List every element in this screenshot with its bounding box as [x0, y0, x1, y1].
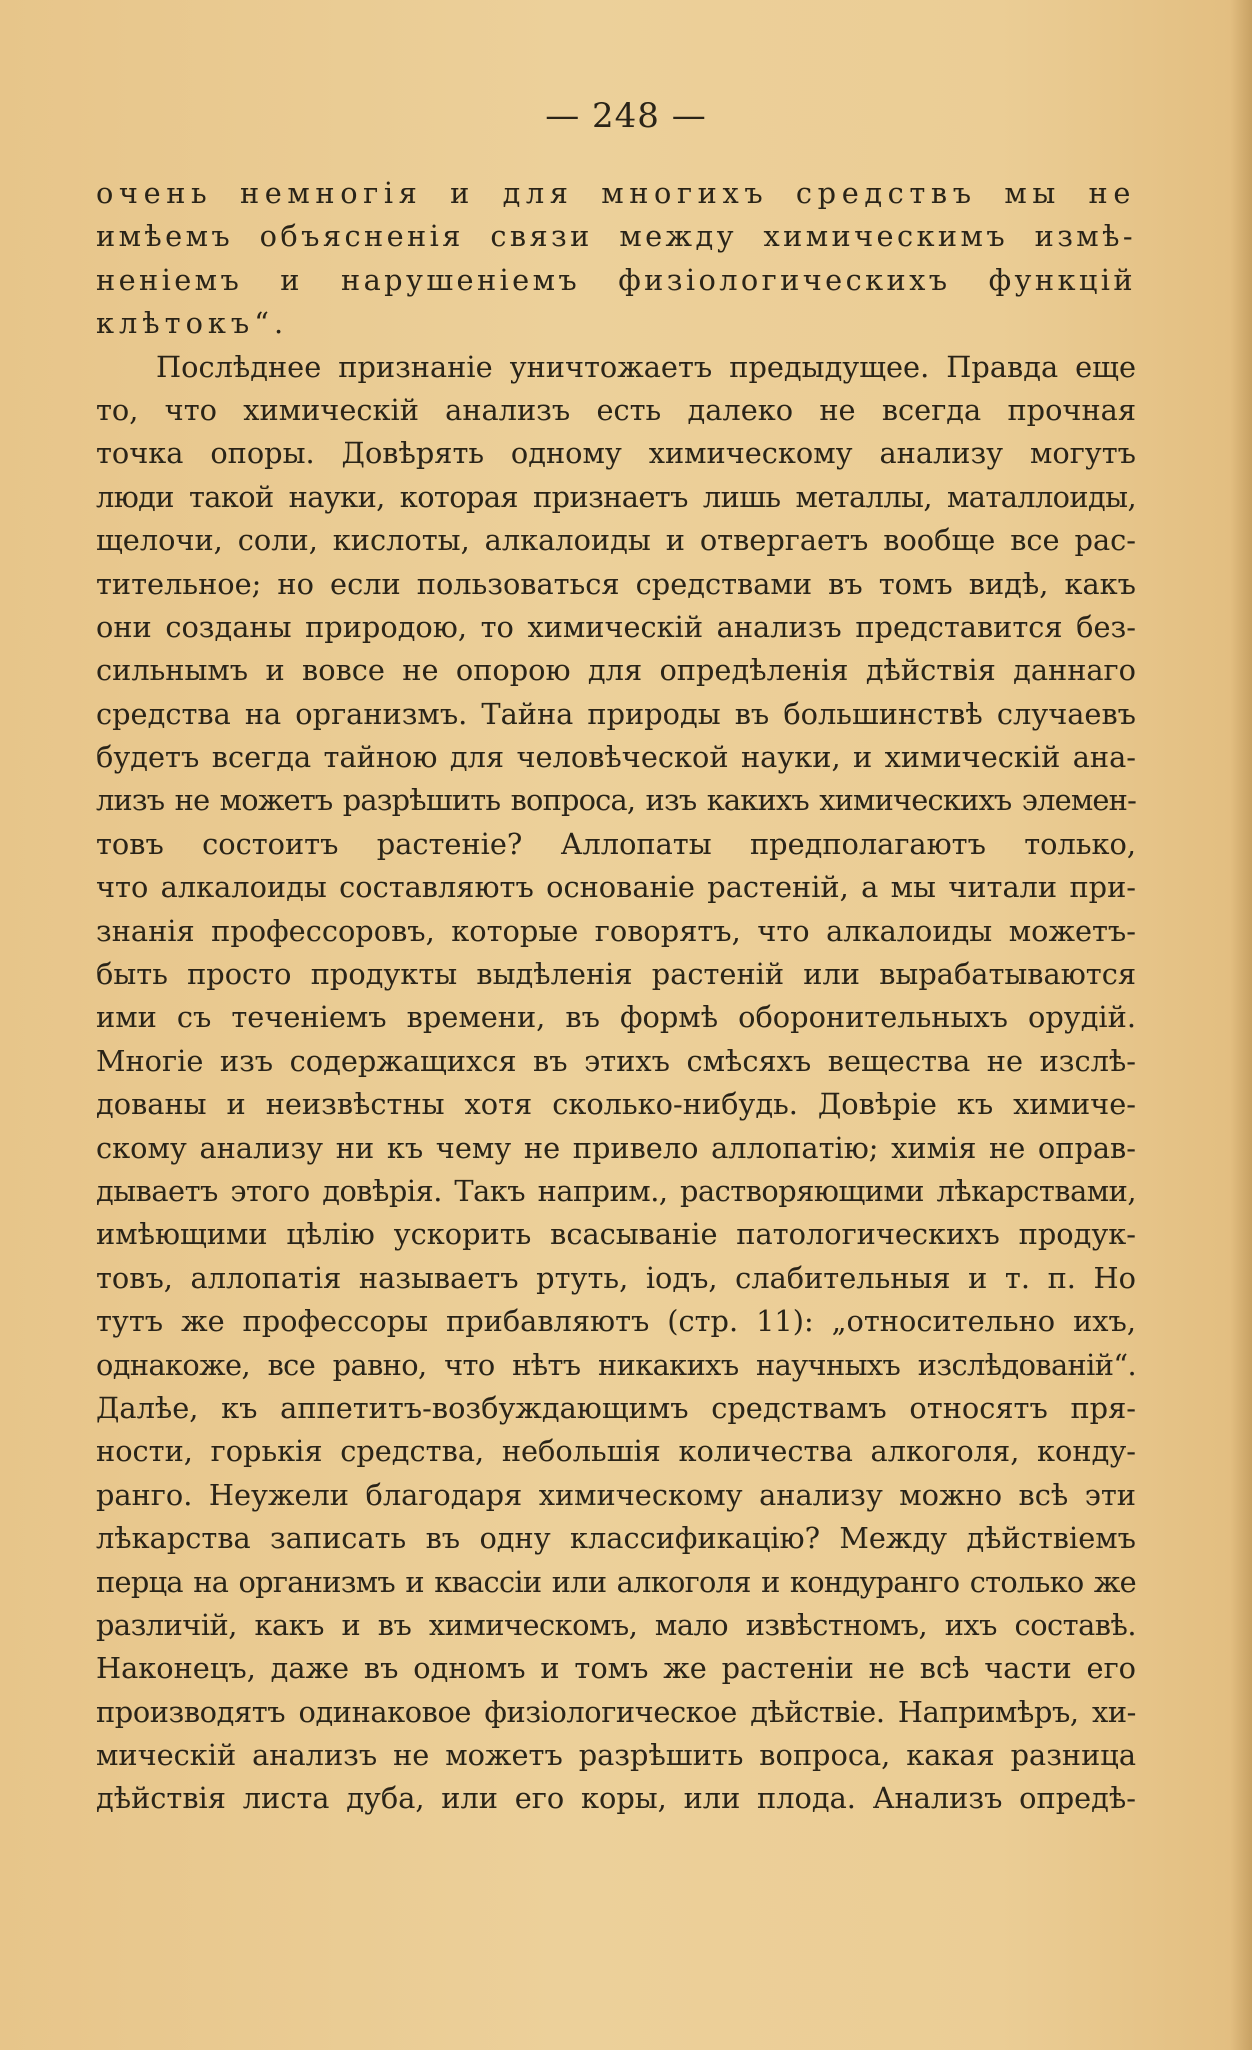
- text-line: тутъ же профессоры прибавляютъ (стр. 11): „относительно ихъ,: [96, 1304, 1136, 1339]
- text-line: мическій анализъ не можетъ разрѣшить вопроса, какая разница: [96, 1738, 1136, 1773]
- text-line: щелочи, соли, кислоты, алкалоиды и отвергаетъ вообще все рас-: [96, 523, 1136, 558]
- page-edge-shadow: [1230, 0, 1252, 2050]
- text-line: дованы и неизвѣстны хотя сколько-нибудь. Довѣріе къ химиче-: [96, 1087, 1136, 1122]
- text-line: Наконецъ, даже въ одномъ и томъ же растеніи не всѣ части его: [96, 1651, 1136, 1686]
- text-line: неніемъ и нарушеніемъ физіологическихъ функцій: [96, 262, 1136, 297]
- text-line: дѣйствія листа дуба, или его коры, или плода. Анализъ опредѣ-: [96, 1781, 1136, 1816]
- text-line: однакоже, все равно, что нѣтъ никакихъ научныхъ изслѣдованій“.: [96, 1347, 1136, 1382]
- text-line: знанія профессоровъ, которые говорятъ, что алкалоиды можетъ-: [96, 913, 1136, 948]
- text-line: сильнымъ и вовсе не опорою для опредѣленія дѣйствія даннаго: [96, 653, 1136, 688]
- text-line: будетъ всегда тайною для человѣческой науки, и химическій ана-: [96, 740, 1136, 775]
- text-line: Многіе изъ содержащихся въ этихъ смѣсяхъ вещества не изслѣ-: [96, 1043, 1136, 1078]
- text-line: имѣющими цѣлію ускорить всасываніе патологическихъ продук-: [96, 1217, 1136, 1252]
- text-line: ности, горькія средства, небольшія количества алкоголя, конду-: [96, 1434, 1136, 1469]
- text-line: люди такой науки, которая признаетъ лишь металлы, маталлоиды,: [96, 479, 1136, 514]
- text-line: что алкалоиды составляютъ основаніе растеній, а мы читали при-: [96, 870, 1136, 905]
- text-line: средства на организмъ. Тайна природы въ большинствѣ случаевъ: [96, 696, 1136, 731]
- text-line: Послѣднее признаніе уничтожаетъ предыдущее. Правда еще: [156, 349, 1136, 384]
- text-line: клѣтокъ“.: [96, 306, 289, 341]
- text-line: точка опоры. Довѣрять одному химическому анализу могутъ: [96, 436, 1136, 471]
- text-line: они созданы природою, то химическій анализъ представится без-: [96, 609, 1136, 644]
- text-line: то, что химическій анализъ есть далеко не всегда прочная: [96, 392, 1136, 427]
- text-line: дываетъ этого довѣрія. Такъ наприм., растворяющими лѣкарствами,: [96, 1173, 1136, 1208]
- text-line: ими съ теченіемъ времени, въ формѣ оборонительныхъ орудій.: [96, 1000, 1136, 1035]
- text-line: имѣемъ объясненія связи между химическимъ измѣ-: [96, 219, 1136, 254]
- text-line: лѣкарства записать въ одну классификацію? Между дѣйствіемъ: [96, 1521, 1136, 1556]
- text-line: тительное; но если пользоваться средствами въ томъ видѣ, какъ: [96, 566, 1136, 601]
- text-line: производятъ одинаковое физіологическое дѣйствіе. Напримѣръ, хи-: [96, 1694, 1136, 1729]
- text-line: скому анализу ни къ чему не привело аллопатію; химія не оправ-: [96, 1130, 1136, 1165]
- text-line: лизъ не можетъ разрѣшить вопроса, изъ какихъ химическихъ элемен-: [96, 783, 1136, 818]
- text-line: Далѣе, къ аппетитъ-возбуждающимъ средствамъ относятъ пря-: [96, 1390, 1136, 1425]
- page-number: — 248 —: [545, 96, 707, 136]
- text-line: быть просто продукты выдѣленія растеній или вырабатываются: [96, 957, 1136, 992]
- body-text: [96, 172, 1136, 1821]
- text-line: очень немногія и для многихъ средствъ мы не: [96, 176, 1136, 210]
- text-line: товъ состоитъ растеніе? Аллопаты предполагаютъ только,: [96, 826, 1136, 861]
- text-line: ранго. Неужели благодаря химическому анализу можно всѣ эти: [96, 1477, 1136, 1512]
- text-line: товъ, аллопатія называетъ ртуть, іодъ, слабительныя и т. п. Но: [96, 1260, 1136, 1295]
- text-line: перца на организмъ и квассіи или алкоголя и кондуранго столько же: [96, 1564, 1136, 1599]
- text-line: различій, какъ и въ химическомъ, мало извѣстномъ, ихъ составѣ.: [96, 1607, 1136, 1642]
